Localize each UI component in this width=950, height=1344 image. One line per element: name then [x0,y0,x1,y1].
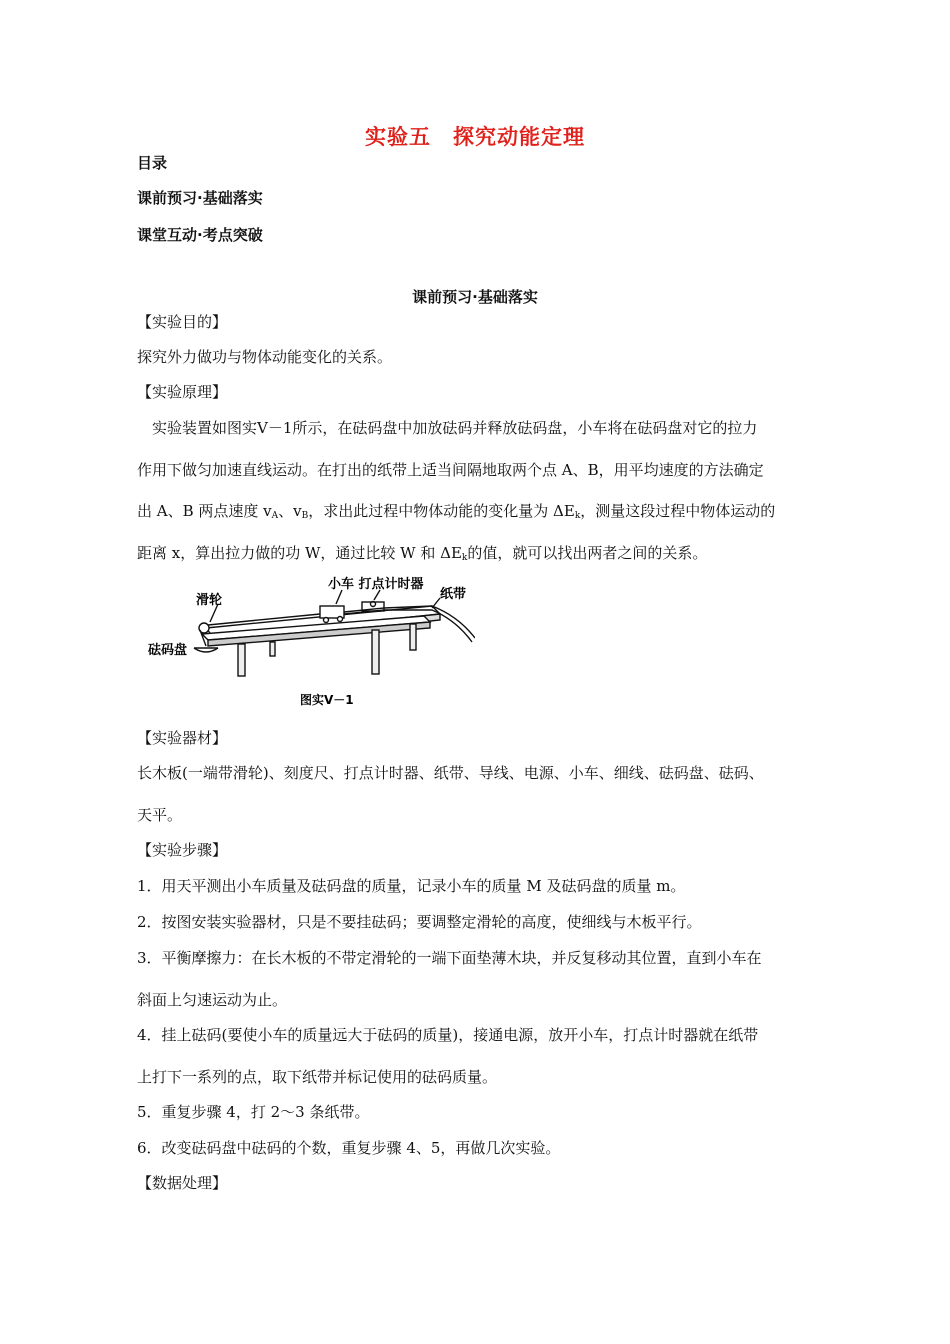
experiment-apparatus-figure [140,568,475,710]
steps-heading: 【实验步骤】 [137,841,228,859]
principle-line-1: 实验装置如图实Ⅴ－1所示，在砝码盘中加放砝码并释放砝码盘，小车将在砝码盘对它的拉力 [137,419,758,437]
purpose-text: 探究外力做功与物体动能变化的关系。 [137,348,393,366]
step-3-line-2: 斜面上匀速运动为止。 [137,991,288,1009]
data-processing-heading: 【数据处理】 [137,1174,228,1192]
label-pulley: 滑轮 [196,593,223,608]
principle-line-2: 作用下做匀加速直线运动。在打出的纸带上适当间隔地取两个点 A、B，用平均速度的方法确定 [137,461,764,479]
document-title: 实验五 探究动能定理 [365,125,585,149]
step-1: 1．用天平测出小车质量及砝码盘的质量，记录小车的质量 M 及砝码盘的质量 m。 [137,877,686,895]
purpose-heading: 【实验目的】 [137,313,228,331]
step-4-line-2: 上打下一系列的点，取下纸带并标记使用的砝码质量。 [137,1068,498,1086]
principle-heading: 【实验原理】 [137,383,228,401]
principle-line-3: 出 A、B 两点速度 $v_A$、$v_B$，求出此过程中物体动能的变化量为 $\Delta E_k$，测量这段过程中物体运动的 [137,502,776,521]
section-title: 课前预习·基础落实 [412,288,538,306]
step-2: 2．按图安装实验器材，只是不要挂砝码；要调整定滑轮的高度，使细线与木板平行。 [137,913,702,931]
step-5: 5．重复步骤 4，打 2～3 条纸带。 [137,1103,370,1121]
label-tape: 纸带 [440,587,467,602]
label-pan: 砝码盘 [148,643,188,658]
equipment-heading: 【实验器材】 [137,729,228,747]
step-4-line-1: 4．挂上砝码(要使小车的质量远大于砝码的质量)，接通电源，放开小车，打点计时器就在纸带 [137,1026,759,1044]
toc-item-classroom[interactable]: 课堂互动·考点突破 [137,226,263,244]
step-3-line-1: 3．平衡摩擦力：在长木板的不带定滑轮的一端下面垫薄木块，并反复移动其位置，直到小车在 [137,949,762,967]
principle-line-4: 距离 x，算出拉力做的功 W，通过比较 W 和 $\Delta E_k$的值，就可以找出两者之间的关系。 [137,544,708,563]
step-6: 6．改变砝码盘中砝码的个数，重复步骤 4、5，再做几次实验。 [137,1139,561,1157]
figure-caption: 图实Ⅴ－1 [300,693,354,707]
label-car-timer: 小车 打点计时器 [328,577,424,592]
toc-heading: 目录 [137,154,168,172]
toc-item-preview[interactable]: 课前预习·基础落实 [137,189,263,207]
equipment-line-1: 长木板(一端带滑轮)、刻度尺、打点计时器、纸带、导线、电源、小车、细线、砝码盘、砝码、 [137,764,764,782]
equipment-line-2: 天平。 [137,806,183,824]
